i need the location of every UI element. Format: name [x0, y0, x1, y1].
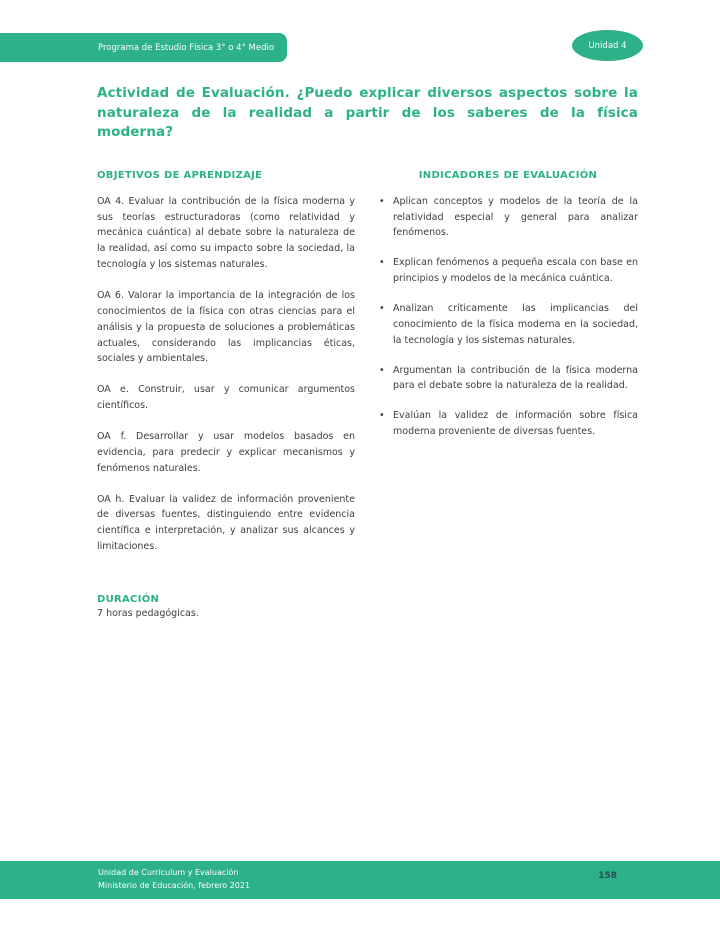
objective-item-oah: OA h. Evaluar la validez de información proveniente de diversas fuentes, distinguiendo entre evidencia científica e interpretación, y analizar sus alcances y limitaciones. — [97, 493, 355, 553]
program-label: Programa de Estudio Física 3° o 4° Medio — [98, 42, 275, 53]
two-column-layout — [97, 170, 638, 570]
page-number: 158 — [598, 871, 617, 881]
program-header-tab — [0, 33, 287, 62]
activity-title: Actividad de Evaluación. ¿Puedo explicar diversos aspectos sobre la naturaleza de la realidad a partir de los saberes de la física moderna? — [97, 85, 638, 141]
indicators-list — [378, 194, 638, 440]
footer-ministry-line: Ministerio de Educación, febrero 2021 — [98, 880, 251, 890]
duration-value: 7 horas pedagógicas. — [97, 608, 199, 620]
duration-heading: DURACIÓN — [97, 594, 160, 606]
indicator-item: • Explican fenómenos a pequeña escala con base en principios y modelos de la mecánica cuántica. — [378, 255, 638, 287]
objective-item-oa4: OA 4. Evaluar la contribución de la física moderna y sus teorías estructuradoras (como relatividad y mecánica cuántica) al debate sobre la naturaleza de la realidad, así como su impacto sobre la sociedad, la tecnología y los sistemas naturales. — [97, 195, 355, 271]
indicator-item: • Aplican conceptos y modelos de la teoría de la relatividad especial y general para analizar fenómenos. — [378, 194, 638, 242]
unit-badge — [572, 30, 643, 61]
indicator-item: • Evalúan la validez de información sobre física moderna proveniente de diversas fuentes. — [378, 408, 638, 440]
unit-badge-label: Unidad 4 — [588, 40, 627, 51]
objectives-heading: OBJETIVOS DE APRENDIZAJE — [97, 169, 263, 181]
indicators-heading: INDICADORES DE EVALUACIÓN — [418, 169, 598, 181]
indicator-item: • Analizan críticamente las implicancias del conocimiento de la física moderna en la sociedad, la tecnología y los sistemas naturales. — [378, 301, 638, 349]
footer-bar — [0, 861, 720, 899]
indicators-column — [378, 170, 638, 570]
objectives-column — [97, 170, 355, 570]
page-content — [97, 84, 638, 619]
objective-item-oaf: OA f. Desarrollar y usar modelos basados en evidencia, para predecir y explicar mecanismos y fenómenos naturales. — [97, 431, 355, 474]
indicator-item: • Argumentan la contribución de la física moderna para el debate sobre la naturaleza de la realidad. — [378, 363, 638, 395]
duration-section — [97, 594, 638, 619]
objective-item-oae: OA e. Construir, usar y comunicar argumentos científicos. — [97, 384, 355, 412]
objective-item-oa6: OA 6. Valorar la importancia de la integración de los conocimientos de la física con otras ciencias para el análisis y la propuesta de soluciones a problemáticas actuales, considerando las implicancias éticas, sociales y ambientales. — [97, 289, 355, 365]
footer-publisher-line: Unidad de Currículum y Evaluación — [98, 868, 239, 877]
